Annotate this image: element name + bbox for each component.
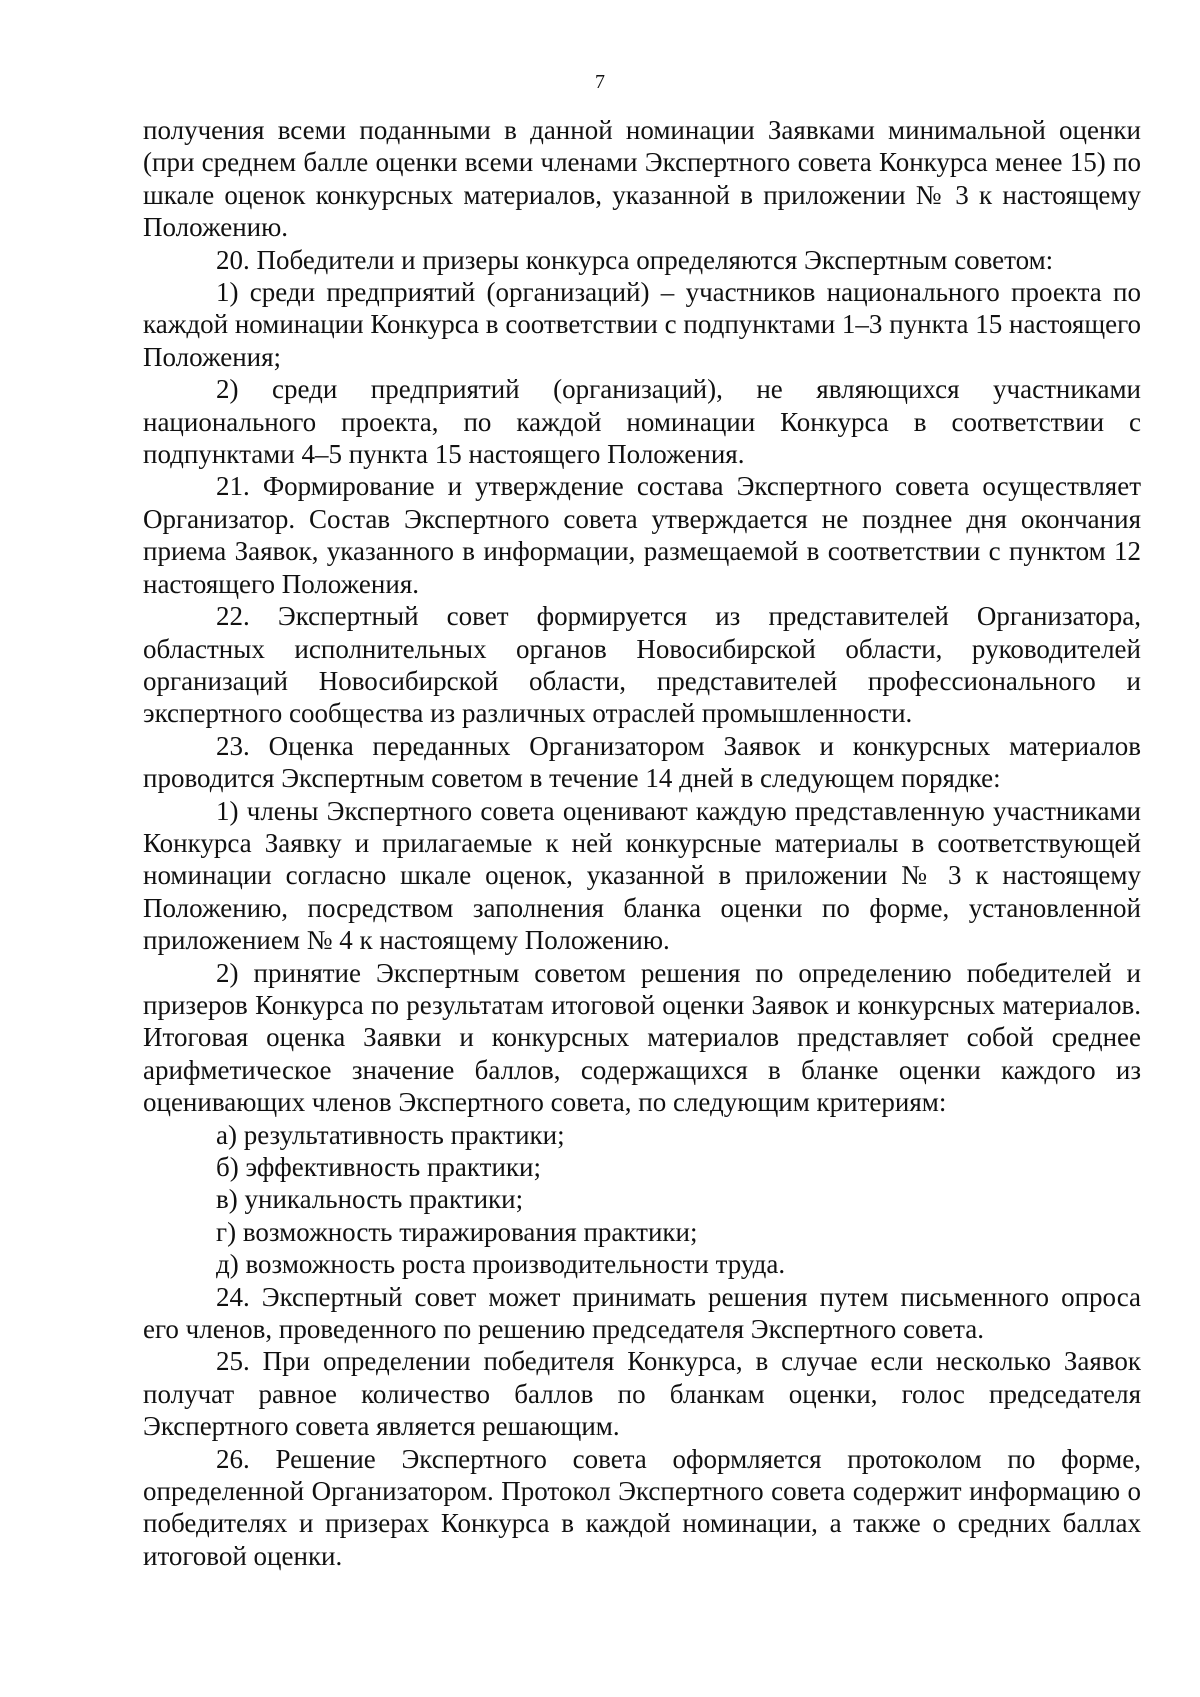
document-body <box>143 114 1141 1572</box>
page-number: 7 <box>595 71 605 93</box>
paragraph-item-23: 23. Оценка переданных Организатором Заявок и конкурсных материалов проводится Экспертным советом в течение 14 дней в следующем порядке: <box>143 730 1141 794</box>
paragraph-item-21: 21. Формирование и утверждение состава Экспертного совета осуществляет Организатор. Состав Экспертного совета утверждается не позднее дня окончания приема Заявок, указанного в информации, размещаемой в соответствии с пунктом 12 настоящего Положения. <box>143 471 1141 599</box>
paragraph-item-22: 22. Экспертный совет формируется из представителей Организатора, областных исполнительных органов Новосибирской области, руководителей организаций Новосибирской области, представителей профессионального и экспертного сообщества из различных отраслей промышленности. <box>143 601 1141 729</box>
paragraph-item-20: 20. Победители и призеры конкурса определяются Экспертным советом: <box>216 244 1054 275</box>
criterion-a: а) результативность практики; <box>216 1119 565 1150</box>
paragraph-subitem-20-2: 2) среди предприятий (организаций), не являющихся участниками национального проекта, по каждой номинации Конкурса в соответствии с подпунктами 4–5 пункта 15 настоящего Положения. <box>143 374 1141 470</box>
criterion-v: в) уникальность практики; <box>216 1184 524 1215</box>
paragraph-continuation: получения всеми поданными в данной номинации Заявками минимальной оценки (при среднем балле оценки всеми членами Экспертного совета Конкурса менее 15) по шкале оценок конкурсных материалов, указанной в приложении № 3 к настоящему Положению. <box>143 115 1141 243</box>
criterion-d: д) возможность роста производительности труда. <box>216 1249 786 1280</box>
paragraph-item-25: 25. При определении победителя Конкурса, в случае если несколько Заявок получат равное количество баллов по бланкам оценки, голос председателя Экспертного совета является решающим. <box>143 1346 1141 1442</box>
criterion-b: б) эффективность практики; <box>216 1152 541 1182</box>
paragraph-item-26: 26. Решение Экспертного совета оформляется протоколом по форме, определенной Организатором. Протокол Экспертного совета содержит информацию о победителях и призерах Конкурса в каждой номинации, а также о средних баллах итоговой оценки. <box>143 1443 1141 1571</box>
paragraph-item-24: 24. Экспертный совет может принимать решения путем письменного опроса его членов, проведенного по решению председателя Экспертного совета. <box>143 1281 1141 1345</box>
paragraph-subitem-23-2: 2) принятие Экспертным советом решения по определению победителей и призеров Конкурса по результатам итоговой оценки Заявок и конкурсных материалов. Итоговая оценка Заявки и конкурсных материалов представляет собой среднее арифметическое значение баллов, содержащихся в бланке оценки каждого из оценивающих членов Экспертного совета, по следующим критериям: <box>143 957 1141 1118</box>
paragraph-subitem-20-1: 1) среди предприятий (организаций) – участников национального проекта по каждой номинации Конкурса в соответствии с подпунктами 1–3 пункта 15 настоящего Положения; <box>143 277 1141 372</box>
paragraph-subitem-23-1: 1) члены Экспертного совета оценивают каждую представленную участниками Конкурса Заявку и прилагаемые к ней конкурсные материалы в соответствующей номинации согласно шкале оценок, указанной в приложении № 3 к настоящему Положению, посредством заполнения бланка оценки по форме, установленной приложением № 4 к настоящему Положению. <box>143 795 1141 956</box>
criterion-g: г) возможность тиражирования практики; <box>216 1216 698 1247</box>
